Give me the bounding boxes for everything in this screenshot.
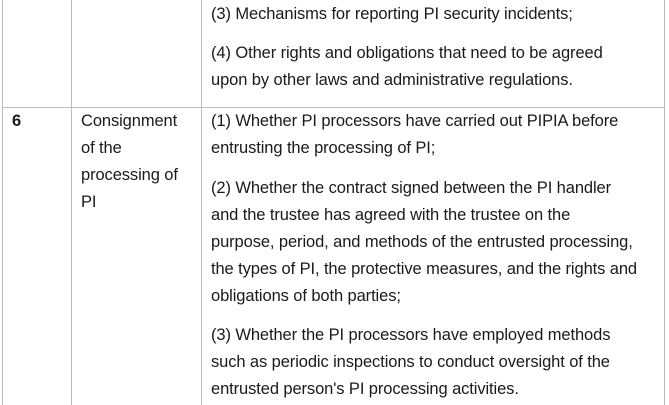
paragraph-3-line-3: entrusted person's PI processing activities. <box>211 380 519 398</box>
item-name-line-1: Consignment <box>81 112 178 130</box>
paragraph-3-line-2: such as periodic inspections to conduct oversight of the <box>211 353 610 371</box>
item-name-line-3: processing of <box>81 166 178 184</box>
row-continued-paragraph-4-line-2: upon by other laws and administrative regulations. <box>211 71 573 89</box>
paragraph-2-line-1: (2) Whether the contract signed between the PI handler <box>211 179 612 197</box>
paragraph-3-line-1: (3) Whether the PI processors have employed methods <box>211 326 611 344</box>
table-border-right <box>664 0 665 405</box>
requirements-table <box>2 0 665 405</box>
paragraph-1-line-1: (1) Whether PI processors have carried out PIPIA before <box>211 112 619 130</box>
paragraph-2-line-3: purpose, period, and methods of the entrusted processing, <box>211 233 633 251</box>
item-name-line-2: of the <box>81 139 122 157</box>
table-border-left <box>2 0 3 405</box>
paragraph-1-line-2: entrusting the processing of PI; <box>211 139 436 157</box>
paragraph-2-line-2: and the trustee has agreed with the trustee on the <box>211 206 571 224</box>
row-continued-paragraph-4-line-1: (4) Other rights and obligations that need to be agreed <box>211 44 603 62</box>
row-number: 6 <box>12 112 22 130</box>
column-divider-1 <box>71 0 72 405</box>
paragraph-2-line-5: obligations of both parties; <box>211 287 401 305</box>
column-divider-2 <box>201 0 202 405</box>
item-name-line-4: PI <box>81 193 97 211</box>
paragraph-2-line-4: the types of PI, the protective measures, and the rights and <box>211 260 637 278</box>
row-continued-paragraph-3: (3) Mechanisms for reporting PI security incidents; <box>211 5 573 23</box>
